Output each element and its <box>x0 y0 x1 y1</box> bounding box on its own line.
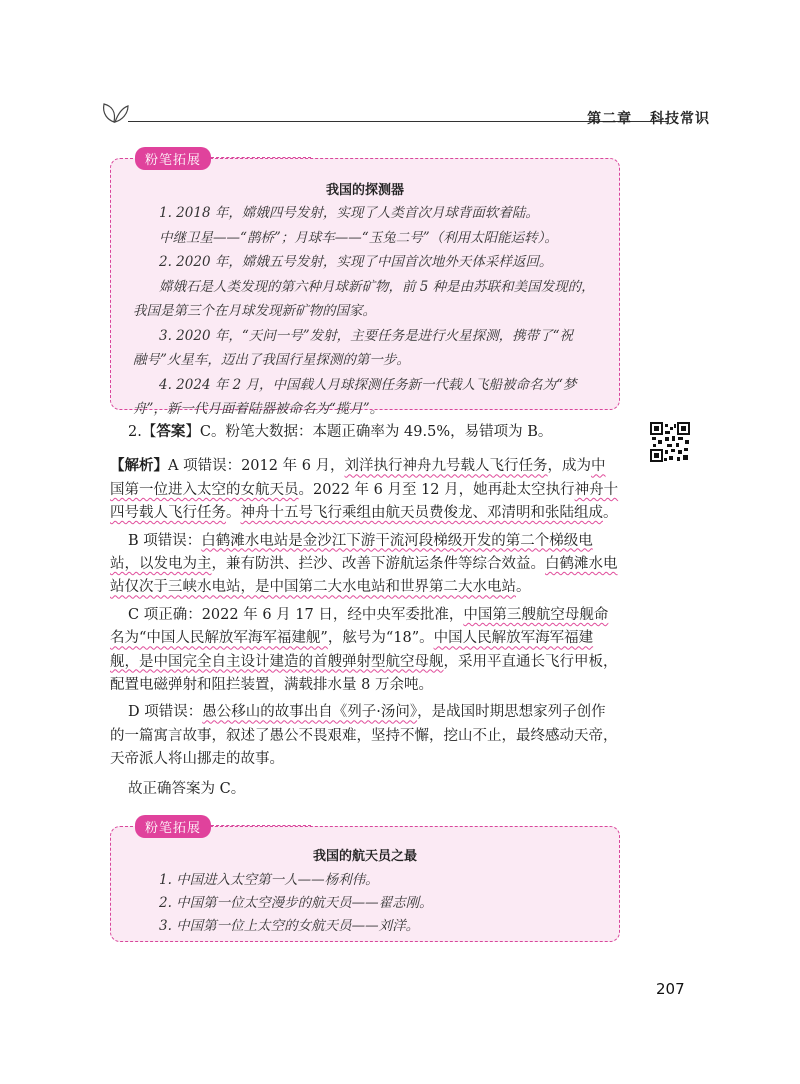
box-line: 嫦娥石是人类发现的第六种月球新矿物，前 5 种是由苏联和美国发现的， <box>159 278 595 295</box>
chapter-heading <box>575 108 710 128</box>
box-line: 1. 中国进入太空第一人——杨利伟。 <box>159 872 379 888</box>
highlight-run: 白鹤滩水电站是金沙江下游干流河段梯级开发的第二个梯级电站，以发电为主 <box>110 532 593 573</box>
highlight-run: 中国人民解放军海军福建舰，是中国完全自主设计建造的首艘弹射型航空母舰 <box>110 630 594 670</box>
highlight-run: 神舟十五号飞行乘组由航天员费俊龙、邓清明和张陆组成 <box>240 505 603 522</box>
highlight-run: 白鹤滩水电站仅次于三峡水电站，是中国第二大水电站和世界第二大水电站 <box>110 556 618 596</box>
text-run: ，成为 <box>547 458 592 475</box>
extension-box-astronauts <box>110 821 620 942</box>
tag-dash-line <box>211 157 311 158</box>
extension-tag: 粉笔拓展 <box>135 815 211 838</box>
box-line: 4. 2024 年 2 月，中国载人月球探测任务新一代载人飞船被命名为“梦 <box>159 376 577 393</box>
analysis-a <box>110 454 620 525</box>
highlight-run: 中国第一位进入太空的女航天员 <box>110 458 606 498</box>
box-line: 3. 中国第一位上太空的女航天员——刘洋。 <box>159 918 420 934</box>
box-lines <box>133 201 603 422</box>
extension-tag: 粉笔拓展 <box>135 147 211 170</box>
answer-prefix: 2.【 <box>128 424 157 440</box>
answer-line <box>110 420 620 444</box>
highlight-run: 神舟十四号载人飞行任务 <box>110 481 619 522</box>
box-line: 3. 2020 年，“天问一号”发射，主要任务是进行火星探测，携带了“祝 <box>159 327 574 344</box>
text-run: A 项错误：2012 年 6 月， <box>168 458 345 475</box>
box-lines <box>159 869 599 938</box>
analysis-c <box>110 604 620 698</box>
text-run: 。 <box>516 579 531 596</box>
page-header <box>100 100 710 130</box>
highlight-run: 愚公移山的故事出自《列子·汤问》 <box>202 704 418 721</box>
analysis-b <box>110 530 620 600</box>
extension-box-probes <box>110 153 620 417</box>
text-run: 。 <box>226 505 241 522</box>
box-line: 2. 2020 年，嫦娥五号发射，实现了中国首次地外天体采样返回。 <box>159 254 553 270</box>
leaf-icon <box>100 100 130 124</box>
box-line: 舟”，新一代月面着陆器被命名为“揽月”。 <box>133 401 384 417</box>
text-run: C 项正确：2022 年 6 月 17 日，经中央军委批准， <box>128 606 464 623</box>
answer-text: 】C。粉笔大数据：本题正确率为 49.5%，易错项为 B。 <box>185 424 553 440</box>
highlight-run: 刘洋执行神舟九号载人飞行任务 <box>344 458 548 475</box>
text-run: 。 <box>603 505 618 522</box>
box-title: 我国的航天员之最 <box>312 849 417 864</box>
box-line: 1. 2018 年，嫦娥四号发射，实现了人类首次月球背面软着陆。 <box>159 205 539 221</box>
chapter-number: 第二章 <box>587 111 633 127</box>
chapter-title: 科技常识 <box>650 111 710 127</box>
box-line: 融号”火星车，迈出了我国行星探测的第一步。 <box>133 352 410 368</box>
tag-dash-line <box>211 825 311 826</box>
text-run: ，兼有防洪、拦沙、改善下游航运条件等综合效益。 <box>211 556 545 573</box>
box-line: 中继卫星——“鹊桥”；月球车——“玉兔二号”（利用太阳能运转）。 <box>159 229 558 246</box>
qr-code-icon[interactable] <box>650 422 690 468</box>
analysis-d <box>110 701 620 771</box>
analysis-label: 【解析】 <box>110 457 168 475</box>
page-number: 207 <box>656 980 685 998</box>
text-run: ，舷号为“18”。 <box>327 630 434 647</box>
text-run: B 项错误： <box>128 532 202 549</box>
text-run: ，是战国时期思想家列子创作的一篇寓言故事，叙述了愚公不畏艰难，坚持不懈，挖山不止，最终感动天帝，天帝派人将山挪走的故事。 <box>110 704 618 768</box>
answer-analysis <box>110 420 620 801</box>
text-run: 。2022 年 6 月至 12 月，她再赴太空执行 <box>298 481 575 498</box>
box-title: 我国的探测器 <box>325 183 404 198</box>
box-line: 2. 中国第一位太空漫步的航天员——翟志刚。 <box>159 895 433 911</box>
box-line: 我国是第三个在月球发现新矿物的国家。 <box>133 303 376 319</box>
text-run: ，采用平直通长飞行甲板，配置电磁弹射和阻拦装置，满载排水量 8 万余吨。 <box>110 653 618 694</box>
answer-label: 答案 <box>156 423 186 440</box>
text-run: D 项错误： <box>128 704 203 721</box>
conclusion: 故正确答案为 C。 <box>128 780 246 797</box>
highlight-run: 中国第三艘航空母舰命名为“中国人民解放军海军福建舰” <box>110 606 609 647</box>
